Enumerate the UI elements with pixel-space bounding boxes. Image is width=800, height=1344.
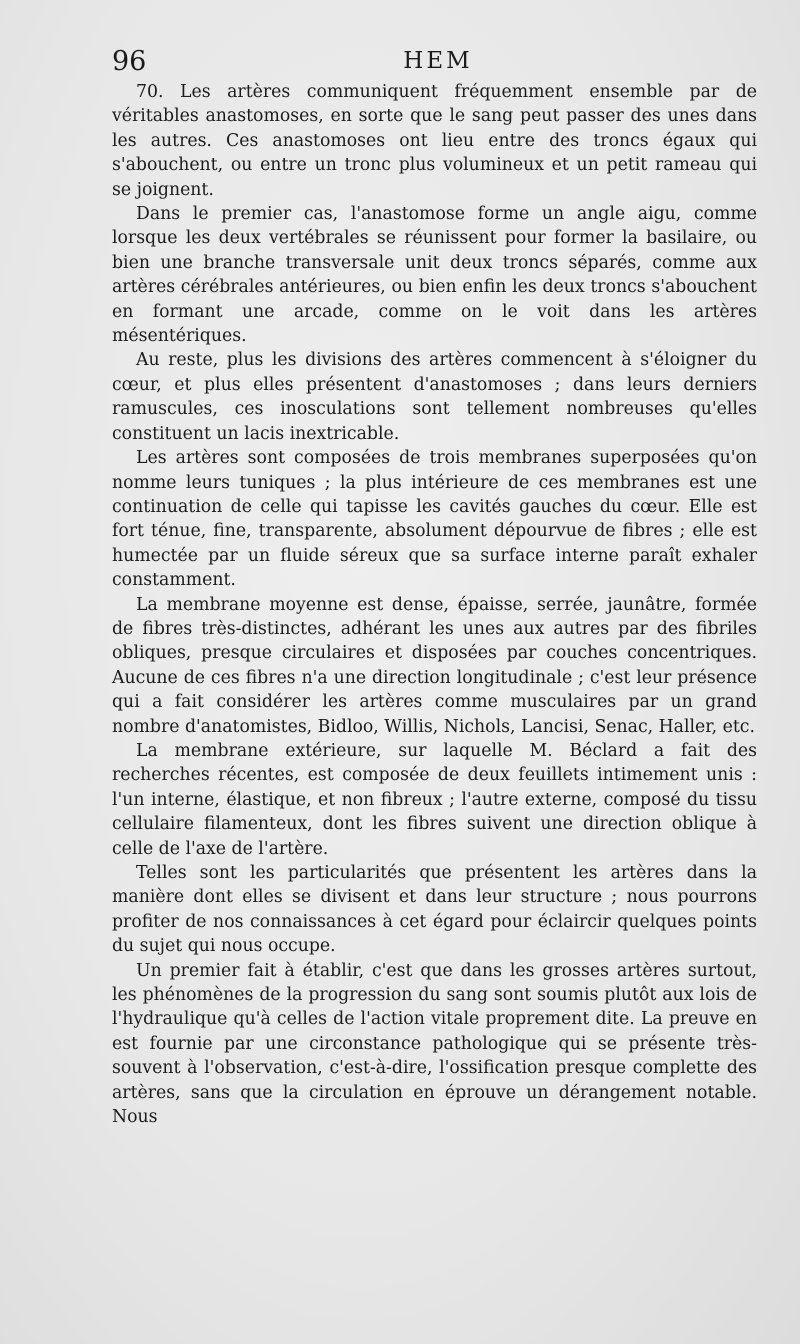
page-header (112, 46, 764, 80)
paragraph: Les artères sont composées de trois membranes superposées qu'on nomme leurs tuniques ; la plus intérieure de ces membranes est une continuation de celle qui tapisse les cavités gauches du cœur. Elle est fort ténue, fine, transparente, absolument dépourvue de fibres ; elle est humectée par un fluide séreux que sa surface interne paraît exhaler constamment. (112, 448, 757, 591)
paragraph: La membrane moyenne est dense, épaisse, serrée, jaunâtre, formée de fibres très-distinctes, adhérant les unes aux autres par des fibriles obliques, presque circulaires et disposées par couches concentriques. Aucune de ces fibres n'a une direction longitudinale ; c'est leur présence qui a fait considérer les artères comme musculaires par un grand nombre d'anatomistes, Bidloo, Willis, Nichols, Lancisi, Senac, Haller, etc. (112, 594, 757, 737)
running-head: HEM (403, 48, 473, 74)
paragraph: Un premier fait à établir, c'est que dans les grosses artères surtout, les phénomènes de la progression du sang sont soumis plutôt aux lois de l'hydraulique qu'à celles de l'action vitale proprement dite. La preuve en est fournie par une circonstance pathologique qui se présente très-souvent à l'observation, c'est-à-dire, l'ossification presque complette des artères, sans que la circulation en éprouve un dérangement notable. Nous (112, 960, 757, 1128)
paragraph: Dans le premier cas, l'anastomose forme un angle aigu, comme lorsque les deux vertébrales se réunissent pour former la basilaire, ou bien une branche transversale unit deux troncs séparés, comme aux artères cérébrales antérieures, ou bien enfin les deux troncs s'abouchent en formant une arcade, comme on le voit dans les artères mésentériques. (112, 204, 757, 347)
paragraph: Telles sont les particularités que présentent les artères dans la manière dont elles se divisent et dans leur structure ; nous pourrons profiter de nos connaissances à cet égard pour éclaircir quelques points du sujet qui nous occupe. (112, 863, 757, 957)
page-number: 96 (112, 46, 147, 77)
paragraph: 70. Les artères communiquent fréquemment ensemble par de véritables anastomoses, en sorte que le sang peut passer des unes dans les autres. Ces anastomoses ont lieu entre des troncs égaux qui s'abouchent, ou entre un tronc plus volumineux et un petit rameau qui se joignent. (112, 82, 757, 200)
paragraph: Au reste, plus les divisions des artères commencent à s'éloigner du cœur, et plus elles présentent d'anastomoses ; dans leurs derniers ramuscules, ces inosculations sont tellement nombreuses qu'elles constituent un lacis inextricable. (112, 350, 757, 444)
body-text (112, 80, 757, 1129)
paragraph: La membrane extérieure, sur laquelle M. Béclard a fait des recherches récentes, est composée de deux feuillets intimement unis : l'un interne, élastique, et non fibreux ; l'autre externe, composé du tissu cellulaire filamenteux, dont les fibres suivent une direction oblique à celle de l'axe de l'artère. (112, 740, 757, 859)
